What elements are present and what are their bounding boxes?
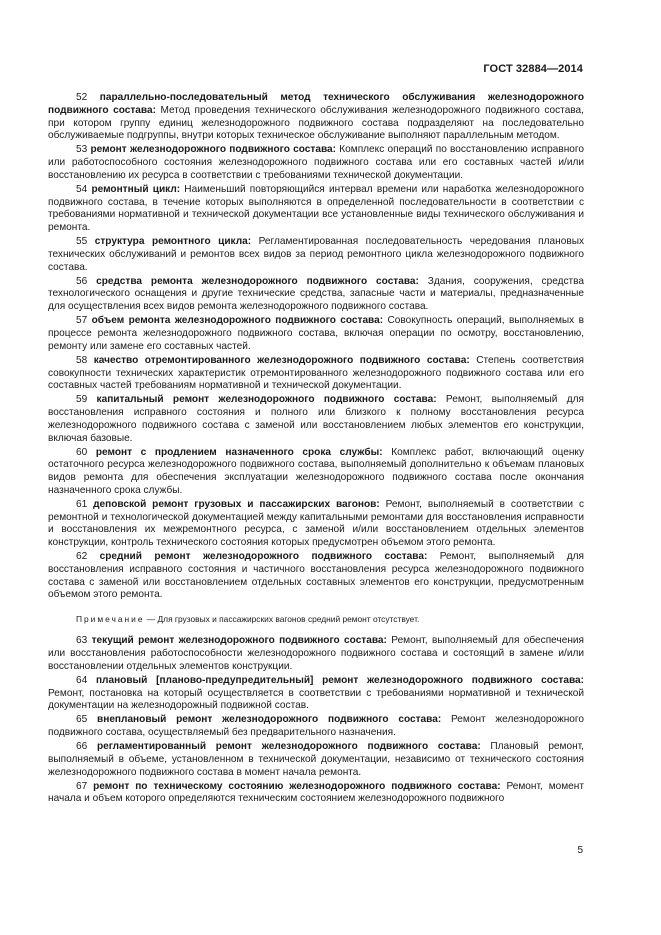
entry-number: 64	[76, 674, 88, 686]
entry-definition: Здания, сооружения, средства технологического оснащения и другие технические средства, запасные части и материалы, предназначенные для осуществления всех видов ремонта железнодорожного подвижного состава.	[48, 275, 585, 313]
entry-number: 58	[76, 354, 88, 366]
entry-number: 56	[76, 275, 88, 287]
definition-entry	[48, 236, 584, 274]
note-paragraph	[48, 613, 584, 625]
entry-definition: Ремонт, выполняемый для восстановления исправного состояния и полного или близкого к полному восстановления ресурса железнодорожного подвижного состава с заменой или восстановлением любых элементов его конструкции, включая базовые.	[48, 394, 584, 444]
entry-term: структура ремонтного цикла:	[94, 236, 252, 248]
entry-number: 57	[76, 315, 88, 327]
entry-term: объем ремонта железнодорожного подвижного состава:	[91, 315, 384, 327]
definition-entry	[48, 355, 584, 393]
entry-term: средства ремонта железнодорожного подвижного состава:	[96, 275, 419, 287]
entry-definition: Комплекс работ, включающий оценку остаточного ресурса железнодорожного подвижного состава, выполняемый дополнительно к объемам плановых видов ремонта для обеспечения эксплуатации железнодорожного подвижного состава после окончания назначенного срока службы.	[48, 446, 584, 496]
note-label: Примечание	[76, 614, 145, 625]
entry-number: 65	[76, 714, 88, 726]
entry-term: внеплановый ремонт железнодорожного подвижного состава:	[97, 714, 442, 726]
entry-definition: Плановый ремонт, выполняемый в объеме, установленном в технической документации, независимо от технического состояния железнодорожного подвижного состава в момент начала ремонта.	[48, 741, 584, 778]
definition-entry	[48, 184, 584, 235]
note-text: — Для грузовых и пассажирских вагонов средний ремонт отсутствует.	[144, 614, 420, 625]
entry-term: текущий ремонт железнодорожного подвижного состава:	[91, 635, 387, 647]
entry-definition: Ремонт, выполняемый в соответствии с ремонтной и технологической документацией между капитальными ремонтами для восстановления исправности и восстановления их межремонтного ресурса, с заменой и/или восстановлением отдельных элементов конструкции, контроль технического состояния которых предусмотрен объемом этого ремонта.	[48, 498, 584, 549]
definition-entry	[48, 675, 584, 713]
entry-number: 62	[76, 551, 88, 563]
entry-term: ремонт по техническому состоянию железнодорожного подвижного состава:	[93, 780, 501, 792]
entry-number: 53	[76, 144, 88, 156]
entry-definition: Метод проведения технического обслуживания железнодорожного подвижного состава, при котором группу единиц железнодорожного подвижного состава подразделяют на последовательно обслуживаемые подгруппы, внутри которых техническое обслуживание выполняют параллельным методом.	[48, 104, 584, 142]
page-number: 5	[577, 845, 583, 856]
entry-number: 61	[76, 498, 88, 510]
definition-entry	[48, 92, 584, 143]
entry-term: деповской ремонт грузовых и пассажирских вагонов:	[93, 498, 380, 510]
entry-definition: Наименьший повторяющийся интервал времени или наработка железнодорожного подвижного состава, в течение которых выполняются в определенной последовательности в соответствии с требованиями нормативной и технической документации все установленные виды технического обслуживания и ремонта.	[48, 183, 584, 234]
entry-term: ремонт железнодорожного подвижного состава:	[90, 144, 337, 156]
entry-number: 59	[76, 394, 88, 406]
entry-number: 55	[76, 236, 88, 248]
definition-entry	[48, 781, 584, 807]
definition-entry	[48, 714, 584, 740]
definition-entry	[48, 447, 584, 498]
definition-entry	[48, 394, 584, 445]
entry-definition: Степень соответствия совокупности технических характеристик отремонтированного железнодорожного подвижного состава или его составных частей требованиям нормативной и технической документации.	[48, 354, 584, 392]
entry-number: 66	[76, 741, 88, 753]
definition-entry	[48, 635, 584, 673]
entry-definition: Комплекс операций по восстановлению исправного или работоспособного состояния железнодорожного подвижного состава или его составных частей и/или восстановлению их ресурса в соответствии с требованиями технической документации.	[48, 144, 584, 181]
definition-entry	[48, 499, 584, 550]
entry-number: 54	[76, 183, 88, 195]
entry-number: 52	[76, 92, 88, 103]
entry-term: ремонтный цикл:	[91, 183, 181, 195]
definitions-body	[48, 92, 584, 807]
entry-definition: Ремонт, постановка на который осуществляется в соответствии с требованиями нормативной и технической документации на железнодорожный подвижной состав.	[48, 687, 584, 712]
entry-number: 60	[76, 446, 88, 458]
standard-header: ГОСТ 32884—2014	[483, 63, 583, 75]
entry-definition: Ремонт, выполняемый для обеспечения или восстановления работоспособности железнодорожного подвижного состава и состоящий в замене и/или восстановлении отдельных элементов конструкции.	[48, 635, 585, 672]
entry-number: 63	[76, 635, 88, 647]
entry-term: ремонт с продлением назначенного срока службы:	[95, 446, 383, 458]
entry-term: капитальный ремонт железнодорожного подвижного состава:	[96, 394, 437, 406]
definition-entry	[48, 315, 584, 353]
entry-term: средний ремонт железнодорожного подвижного состава:	[99, 551, 428, 563]
entry-definition: Совокупность операций, выполняемых в процессе ремонта железнодорожного подвижного состава, включая операции по осмотру, восстановлению, ремонту или замене его составных частей.	[48, 315, 584, 352]
entry-term: качество отремонтированного железнодорожного подвижного состава:	[93, 354, 470, 366]
entry-term: регламентированный ремонт железнодорожного подвижного состава:	[96, 741, 481, 753]
entry-definition: Регламентированная последовательность чередования плановых технических обслуживаний и ремонтов всех видов за период ремонтного цикла железнодорожного подвижного состава.	[48, 236, 584, 273]
definition-entry	[48, 741, 584, 779]
definition-entry	[48, 144, 584, 182]
entry-definition: Ремонт, момент начала и объем которого определяются техническим состоянием железнодорожного подвижного	[48, 780, 584, 805]
entry-number: 67	[76, 780, 88, 792]
entry-definition: Ремонт, выполняемый для восстановления исправного состояния и частичного восстановления ресурса железнодорожного подвижного состава с заменой или восстановлением отдельных составных элементов его конструкции, предусмотренным объемом этого ремонта.	[48, 551, 584, 601]
definition-entry	[48, 551, 584, 602]
entry-term: плановый [планово-предупредительный] ремонт железнодорожного подвижного состава:	[95, 674, 584, 686]
entry-definition: Ремонт железнодорожного подвижного состава, осуществляемый без предварительного назначения.	[48, 714, 584, 739]
definition-entry	[48, 276, 584, 314]
entry-term: параллельно-последовательный метод технического обслуживания железнодорожного подвижного состава:	[48, 92, 584, 116]
